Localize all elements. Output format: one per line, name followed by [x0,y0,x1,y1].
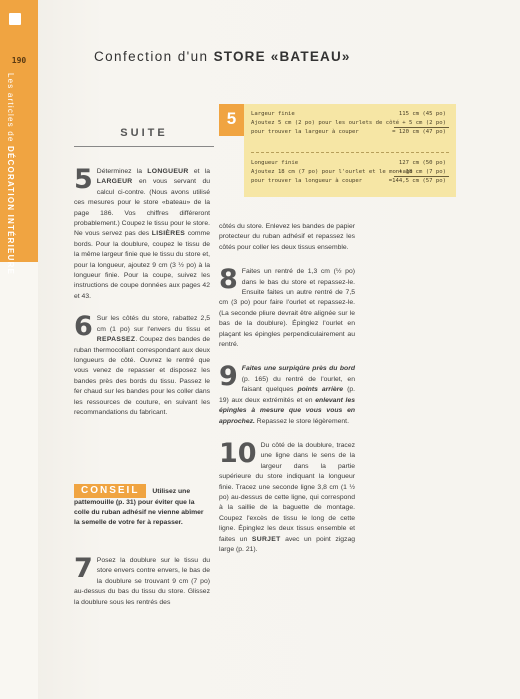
step-10-text-a: Du côté de la doublure, tracez une ligne dans le sens de la largeur dans la partie supérieure du store indiquant la longueur finie. Tracez une seconde ligne 3,8 cm (1 ½ po) au-dessus de cette ligne, qui correspond à la saillie de la baguette de montage. Coupez l'excès de tissu le long de cette ligne. Épinglez les deux tissus ensemble et faites un [219,441,355,543]
calc-divider [251,152,449,153]
step-10-text-b: avec un point zigzag large (p. 21). [219,535,356,553]
step-5-keyword-longueur: LONGUEUR [147,168,189,175]
calc-width-label: Largeur finie [251,111,295,117]
step-5-text-c: en vous servant du calcul ci-contre. (Nous avons utilisé ces mesures pour le store «bateau» de la page 186. Vos chiffres différeront probablement.) Coupez le tissu pour le store. Ne vous servez pas des [74,178,211,238]
spine-square-icon [9,13,21,25]
calc-length-v3: =144,5 cm (57 po) [388,178,446,184]
step-5-text-b: et la [193,168,211,175]
calc-length-sum-line [394,176,449,177]
step-9-text-b: (p. 19) aux deux extrémités et en [219,386,356,404]
step-8-text: Faites un rentré de 1,3 cm (½ po) dans le bas du store et repassez-le. Ensuite faites un autre rentré de 7,5 cm (3 po) pour faire l'ourlet et repassez-le. (La seconde pliure devrait être alignée sur le bas de la doublure). Épinglez l'ourlet en plaçant les épingles perpendiculairement au rentré. [219,268,355,349]
step-9-emph-a: Faites une surpiqûre près du bord [241,365,355,373]
tip-box [74,484,208,528]
calc-length-v2: + 18 cm (7 po) [398,169,446,175]
calc-length-for: pour trouver la longueur à couper [251,178,363,184]
step-5-number: 5 [74,164,93,195]
calc-width-v2: + 5 cm (2 po) [402,120,446,126]
step-8 [219,264,355,350]
step-9-text-a: (p. 165) du rentré de l'ourlet, en faisant quelques [241,375,355,394]
step-7 [74,553,210,608]
calc-width-for: pour trouver la largeur à couper [251,129,359,135]
calc-width-v3: = 120 cm (47 po) [392,129,446,135]
left-column-bottom [74,553,210,616]
step-9-text-c: Repassez le store légèrement. [256,417,349,425]
step-6-text-b: . Coupez des bandes de ruban thermocollant correspondant aux deux longueurs de côté. Ouvrez le rentré que vous venez de repasser et disposez les bandes près des bords du tissu. Passez le fer chaud sur les bandes pour les coller dans les ressources de couture, en suivant les recommandations du fabricant. [74,336,210,416]
calc-width-v1: 115 cm (45 po) [398,111,446,117]
step-10 [219,437,356,555]
page-title [94,49,351,64]
step-5-text-a: Déterminez la [96,168,143,175]
step-5 [74,164,211,302]
step-7-number: 7 [74,553,93,584]
step-5-keyword-largeur: LARGEUR [96,178,133,186]
step-7-text: Posez la doublure sur le tissu du store envers contre envers, le bas de la doublure se trouvant 9 cm (7 po) au-dessus du bas du tissu du store. Glissez la doublure sous les rentrés des [74,557,210,606]
calc-width-sum-line [394,127,449,128]
title-strong: STORE «BATEAU» [213,49,351,64]
step-5-text-d: comme bords. Pour la doublure, coupez le tissu de la même largeur finie que le tissu du store et, pour la longueur, ajoutez 9 cm (3 ½ po) à la longueur finie. Pour la coupe, suivez les instructions de coupe données aux pages 42 et 43. [74,230,210,300]
calc-length-v1: 127 cm (50 po) [398,160,446,166]
tip-text: Utilisez une pattemouille (p. 31) pour éviter que la colle du ruban adhésif ne vienne abîmer la semelle de votre fer à repasser. [74,488,204,526]
step-9-number: 9 [219,361,238,393]
tip-tag: CONSEIL [74,484,146,498]
calc-width-labels [251,110,399,137]
step-8-number: 8 [219,264,238,296]
step-7-continued: côtés du store. Enlevez les bandes de papier protecteur du ruban adhésif et repassez les côtés pour coller les deux tissus ensemble. [219,223,355,251]
calc-length-label: Longueur finie [251,160,299,166]
step-5-keyword-lisieres: LISIÈRES [151,230,186,238]
left-column [74,164,211,426]
section-label: SUITE [120,127,168,139]
calc-width-values [392,110,446,137]
step-9 [219,361,356,426]
spine-section-title [6,73,15,275]
right-column [219,222,355,563]
step-6-keyword-repassez: REPASSEZ [96,336,136,344]
section-divider [74,146,214,147]
page-number: 190 [11,56,27,65]
step-9-emph-b: points arrière [297,386,344,394]
calc-length-add: Ajoutez 18 cm (7 po) pour l'ourlet et le montage [251,169,413,175]
title-prefix: Confection d'un [94,49,209,64]
step-10-keyword-surjet: SURJET [251,535,281,543]
page-spine [0,0,38,699]
step-6 [74,311,210,418]
step-6-number: 6 [74,311,93,343]
step-6-text-a: Sur les côtés du store, rabattez 2,5 cm (1 po) sur l'envers du tissu et [96,315,210,333]
calc-length-values [389,159,446,186]
spine-topic: DÉCORATION INTÉRIEURE [6,146,15,276]
calc-width-add: Ajoutez 5 cm (2 po) pour les ourlets de côté [251,120,400,126]
step-10-number: 10 [219,437,257,469]
calc-panel [244,104,456,197]
spine-prefix: Les articles de [6,73,15,143]
calc-step-number: 5 [219,104,244,136]
step-9-emph-c: enlevant les épingles à mesure que vous vous en approchez. [219,396,355,425]
